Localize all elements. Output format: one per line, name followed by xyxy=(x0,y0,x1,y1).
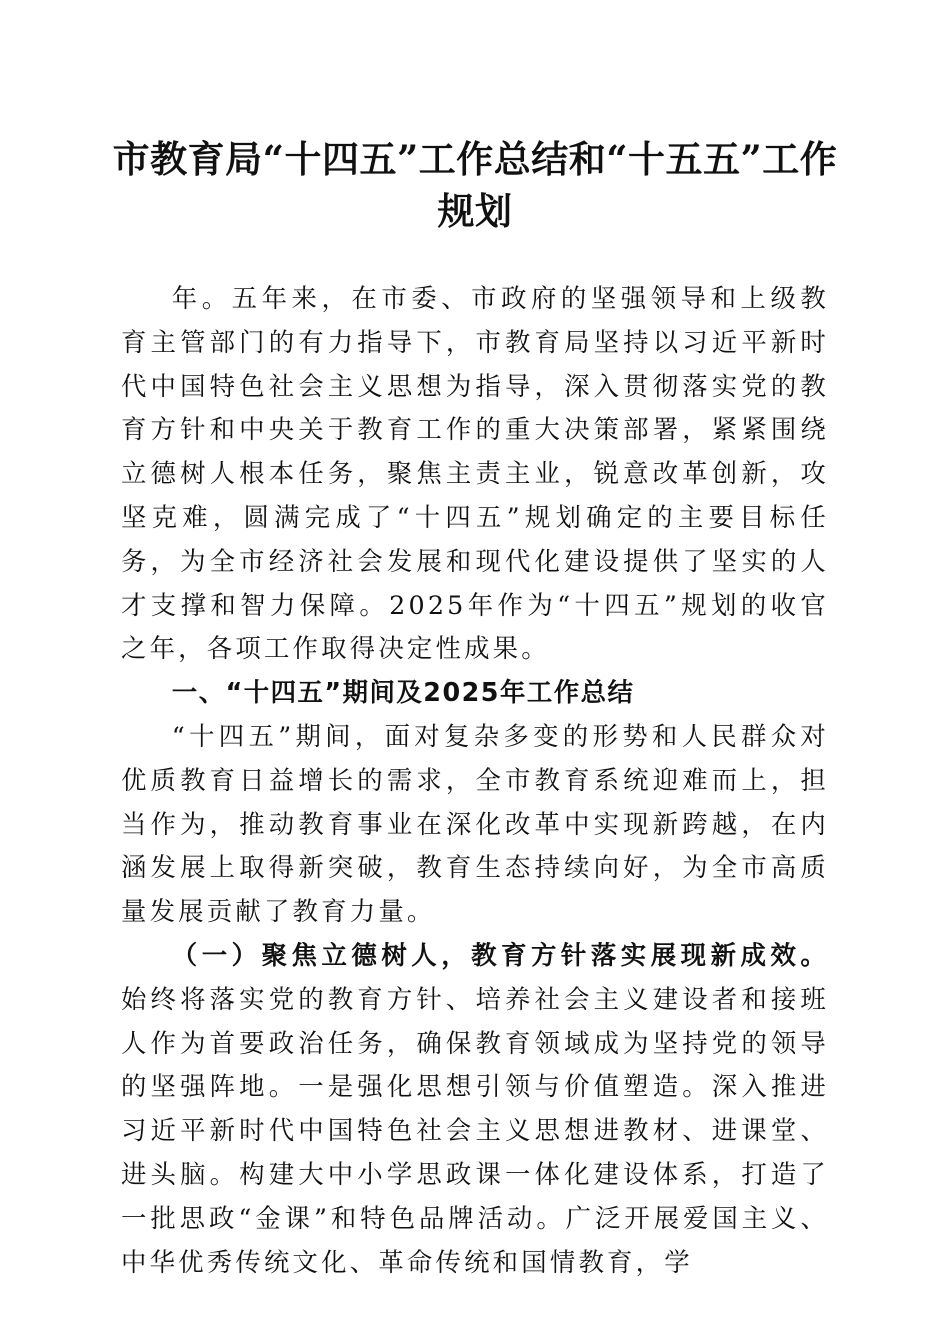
document-title: 市教育局“十四五”工作总结和“十五五”工作规划 xyxy=(112,137,838,233)
subsection-lead: （一）聚焦立德树人，教育方针落实展现新成效。 xyxy=(171,939,829,970)
paragraph-overview: “十四五”期间，面对复杂多变的形势和人民群众对优质教育日益增长的需求，全市教育系统迎难而上，担当作为，推动教育事业在深化改革中实现新跨越，在内涵发展上取得新突破，教育生态持续向好，为全市高质量发展贡献了教育力量。 xyxy=(121,720,829,927)
section-heading-1: 一、“十四五”期间及2025年工作总结 xyxy=(171,677,635,708)
document-body xyxy=(121,277,829,1284)
subsection-text: 始终将落实党的教育方针、培养社会主义建设者和接班人作为首要政治任务，确保教育领域成为坚持党的领导的坚强阵地。一是强化思想引领与价值塑造。深入推进习近平新时代中国特色社会主义思想进教材、进课堂、进头脑。构建大中小学思政课一体化建设体系，打造了一批思政“金课”和特色品牌活动。广泛开展爱国主义、中华优秀传统文化、革命传统和国情教育，学 xyxy=(121,983,829,1277)
paragraph-intro: 年。五年来，在市委、市政府的坚强领导和上级教育主管部门的有力指导下，市教育局坚持以习近平新时代中国特色社会主义思想为指导，深入贯彻落实党的教育方针和中央关于教育工作的重大决策部署，紧紧围绕立德树人根本任务，聚焦主责主业，锐意改革创新，攻坚克难，圆满完成了“十四五”规划确定的主要目标任务，为全市经济社会发展和现代化建设提供了坚实的人才支撑和智力保障。2025年作为“十四五”规划的收官之年，各项工作取得决定性成果。 xyxy=(121,283,829,664)
paragraph-subsection-1 xyxy=(121,934,829,1284)
